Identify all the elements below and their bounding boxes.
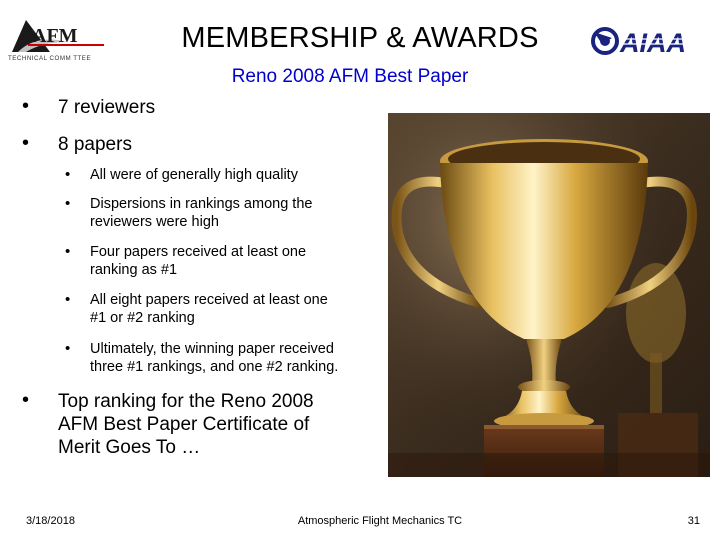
- bullet-dot: •: [22, 389, 30, 411]
- sub-bullet-quality: • All were of generally high quality: [65, 166, 298, 183]
- sub-bullet-ultimately: • Ultimately, the winning paper received three #1 rankings, and one #2 ranking.: [65, 340, 339, 375]
- svg-text:AIAA: AIAA: [620, 28, 686, 58]
- aiaa-logo: [590, 22, 712, 60]
- sub-bullet-eight-papers: • All eight papers received at least one #1 or #2 ranking: [65, 291, 328, 326]
- trophy-photo: [388, 113, 710, 477]
- sub-bullet-dispersions: • Dispersions in rankings among the reviewers were high: [65, 195, 313, 230]
- footer-date: 3/18/2018: [26, 515, 75, 527]
- sub-bullet-four-papers: • Four papers received at least one ranking as #1: [65, 243, 307, 278]
- bullet-dot: •: [22, 132, 30, 154]
- svg-text:AFM: AFM: [32, 25, 78, 47]
- bullet-dot: •: [22, 95, 30, 117]
- footer-organization: Atmospheric Flight Mechanics TC: [297, 515, 463, 527]
- page-title: MEMBERSHIP & AWARDS: [181, 22, 539, 54]
- svg-text:TECHNICAL COMM TTEE: TECHNICAL COMM TTEE: [8, 55, 92, 62]
- page-subtitle: Reno 2008 AFM Best Paper: [231, 66, 469, 87]
- page-number: 31: [687, 515, 700, 527]
